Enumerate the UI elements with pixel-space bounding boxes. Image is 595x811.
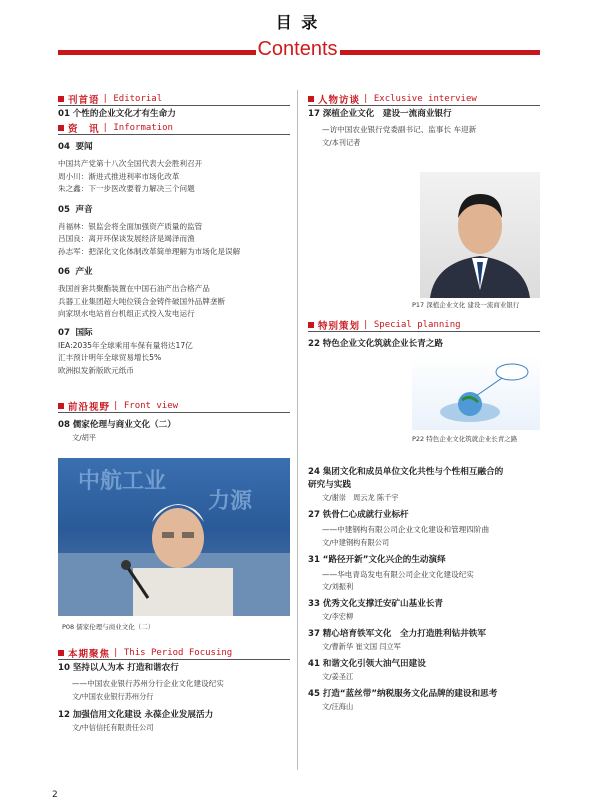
section-planning: 特别策划 | Special planning [308, 318, 540, 332]
photo-planning-graphic [412, 354, 540, 430]
page-number: 2 [52, 790, 58, 800]
bullet-square-icon [58, 650, 64, 656]
bullet-square-icon [58, 125, 64, 131]
svg-text:中航工业: 中航工业 [78, 469, 167, 494]
entry-page: 08 [58, 420, 70, 430]
news-line[interactable]: 朱之鑫：下一步医改要着力解决三个问题 [58, 184, 195, 193]
news-line[interactable]: 吕国良：离开环保谈发展经济是竭泽而渔 [58, 234, 195, 243]
entry-page: 45 [308, 689, 320, 699]
info-group [58, 204, 290, 259]
section-en-label: Special planning [373, 319, 461, 330]
entry-subtitle: —访中国农业银行党委副书记、监事长 车迎新 [322, 125, 477, 134]
news-line[interactable]: 中国共产党第十八次全国代表大会胜利召开 [58, 159, 203, 168]
photo-caption: P22 特色企业文化筑就企业长青之路 [412, 435, 518, 443]
entry-title: 特色企业文化筑就企业长青之路 [322, 339, 444, 349]
entry-subtitle: ——中建钢构有限公司企业文化建设和管理四阶曲 [322, 525, 490, 534]
section-interview: 人物访谈 | Exclusive interview [308, 92, 540, 106]
toc-entry[interactable] [58, 709, 290, 722]
entry-author: 文/曹新华 崔文国 闫立军 [322, 642, 401, 651]
news-line[interactable]: 周小川：渐进式推进利率市场化改革 [58, 171, 180, 181]
entry-title: 坚持以人为本 打造和谐农行 [72, 663, 179, 673]
section-en-label: Editorial [113, 93, 163, 104]
entry-author: 文/刘振利 [322, 582, 354, 591]
photo-speaker [58, 458, 290, 616]
entry-title: 儒家伦理与商业文化（二） [72, 420, 176, 430]
entry-title: 和谐文化引领大油气田建设 [322, 659, 426, 669]
section-information: 资 讯 | Information [58, 121, 290, 135]
entry-title: 声音 [75, 204, 93, 215]
news-line[interactable]: 孙志军：把深化文化体制改革简单理解为市场化是误解 [58, 246, 241, 256]
section-cn-label: 刊首语 [68, 94, 100, 106]
news-line[interactable]: 向家坝水电站首台机组正式投入发电运行 [58, 309, 195, 318]
section-en-label: Information [113, 122, 173, 133]
section-frontview: 前沿视野 | Front view [58, 399, 290, 413]
toc-entry[interactable] [308, 554, 540, 594]
news-line[interactable]: 兵器工业集团超大吨位镁合金铸件破国外品牌垄断 [58, 296, 226, 306]
entry-author: 文/谢崇 周云龙 陈千宇 [322, 493, 399, 502]
toc-entry[interactable] [308, 509, 540, 549]
entry-title: 要闻 [75, 142, 93, 152]
entry-page: 04 [58, 142, 70, 152]
entry-author: 文/汪海山 [322, 702, 354, 711]
right-column-planning [308, 318, 540, 351]
entry-title: 铁骨仁心成就行业标杆 [322, 510, 409, 520]
entry-page: 05 [58, 204, 70, 215]
entry-author: 文/姜圣江 [322, 672, 354, 681]
right-column [308, 92, 540, 149]
entry-subtitle: ——中国农业银行苏州分行企业文化建设纪实 [72, 679, 224, 688]
entry-page: 33 [308, 599, 320, 609]
column-divider [297, 90, 298, 770]
speaker-illustration [58, 458, 290, 616]
entry-page: 31 [308, 554, 320, 565]
section-focusing: 本期聚焦 | This Period Focusing [58, 646, 290, 660]
section-editorial: 刊首语 | Editorial [58, 92, 290, 106]
entry-page: 27 [308, 510, 320, 520]
info-group [58, 141, 290, 196]
entry-title: 国际 [75, 327, 93, 338]
entry-author: 文/中信信托有限责任公司 [72, 722, 154, 732]
section-cn-label: 人物访谈 [318, 94, 361, 106]
toc-entry[interactable] [308, 658, 540, 683]
svg-text:力源: 力源 [208, 489, 253, 514]
section-en-label: This Period Focusing [123, 647, 233, 658]
entry-page: 24 [308, 467, 320, 477]
toc-entry[interactable] [58, 419, 290, 432]
page-subtitle: Contents [257, 38, 338, 60]
entry-title: 精心培育铁军文化 全力打造胜利钻井铁军 [322, 629, 486, 639]
section-cn-label: 特别策划 [318, 320, 361, 332]
entry-page: 06 [58, 267, 70, 277]
toc-entry[interactable] [308, 598, 540, 623]
section-cn-label: 本期聚焦 [68, 648, 111, 660]
entry-author: 文/胡平 [72, 433, 96, 442]
header-rule-left [58, 50, 256, 55]
info-group [58, 266, 290, 321]
entry-page: 17 [308, 109, 320, 119]
entry-title: “路径开新”文化兴企的生动演绎 [322, 554, 446, 565]
toc-entry[interactable] [308, 628, 540, 653]
entry-page: 07 [58, 327, 70, 338]
entry-page: 37 [308, 629, 320, 639]
entry-page: 12 [58, 709, 70, 720]
photo-caption: P17 深植企业文化 建设一流商业银行 [412, 301, 520, 309]
entry-title: 产业 [75, 267, 93, 277]
section-en-label: Front view [123, 400, 179, 411]
entry-page: 01 [58, 109, 70, 119]
section-cn-label: 前沿视野 [68, 401, 111, 413]
entry-title: 加强信用文化建设 永葆企业发展活力 [72, 709, 214, 720]
bullet-square-icon [308, 96, 314, 102]
photo-interviewee [420, 172, 540, 298]
globe-illustration [412, 354, 540, 430]
bullet-square-icon [58, 403, 64, 409]
right-articles [308, 466, 540, 713]
toc-entry[interactable] [58, 662, 290, 675]
entry-title: 深植企业文化 建设一流商业银行 [322, 109, 452, 119]
entry-author: 文/本刊记者 [322, 137, 361, 147]
entry-title: 集团文化和成员单位文化共性与个性相互融合的 [322, 467, 504, 477]
entry-subtitle: ——华电青岛发电有限公司企业文化建设纪实 [322, 569, 474, 579]
left-column [58, 92, 290, 444]
toc-entry[interactable] [308, 108, 540, 121]
bullet-square-icon [308, 322, 314, 328]
left-column-bottom [58, 646, 290, 734]
section-cn-label: 资 讯 [68, 123, 100, 135]
toc-entry[interactable] [308, 338, 540, 351]
entry-author: 文/李宏柳 [322, 612, 354, 621]
section-en-label: Exclusive interview [373, 93, 477, 104]
entry-title: 个性的企业文化才有生命力 [72, 109, 176, 119]
entry-author: 文/中建钢构有限公司 [322, 537, 390, 547]
entry-author: 文/中国农业银行苏州分行 [72, 691, 154, 701]
news-line[interactable]: IEA:2035年全球乘用车保有量将达17亿 [58, 340, 193, 350]
bullet-square-icon [58, 96, 64, 102]
entry-title-continued: 研究与实践 [308, 480, 351, 490]
portrait-illustration [420, 172, 540, 298]
photo-caption: P08 儒家伦理与商业文化（二） [62, 623, 155, 631]
entry-page: 41 [308, 659, 320, 669]
page-title: 目 录 [275, 13, 320, 32]
toc-entry[interactable] [308, 466, 540, 504]
entry-page: 22 [308, 339, 320, 349]
news-line[interactable]: 我国首套共聚酯装置在中国石油产出合格产品 [58, 284, 210, 293]
info-group [58, 327, 290, 378]
news-line[interactable]: 欧洲拟发新版欧元纸币 [58, 365, 134, 375]
news-line[interactable]: 肖福林：银监会将全面加强资产质量的监管 [58, 221, 203, 231]
news-line[interactable]: 汇丰预计明年全球贸易增长5% [58, 353, 162, 362]
entry-page: 10 [58, 663, 70, 673]
toc-entry[interactable] [58, 108, 290, 121]
toc-entry[interactable] [308, 688, 540, 713]
entry-title: 优秀文化支撑迁安矿山基业长青 [322, 599, 444, 609]
entry-title: 打造“蓝丝带”纳税服务文化品牌的建设和思考 [322, 689, 498, 699]
header-rule-right [340, 50, 540, 55]
